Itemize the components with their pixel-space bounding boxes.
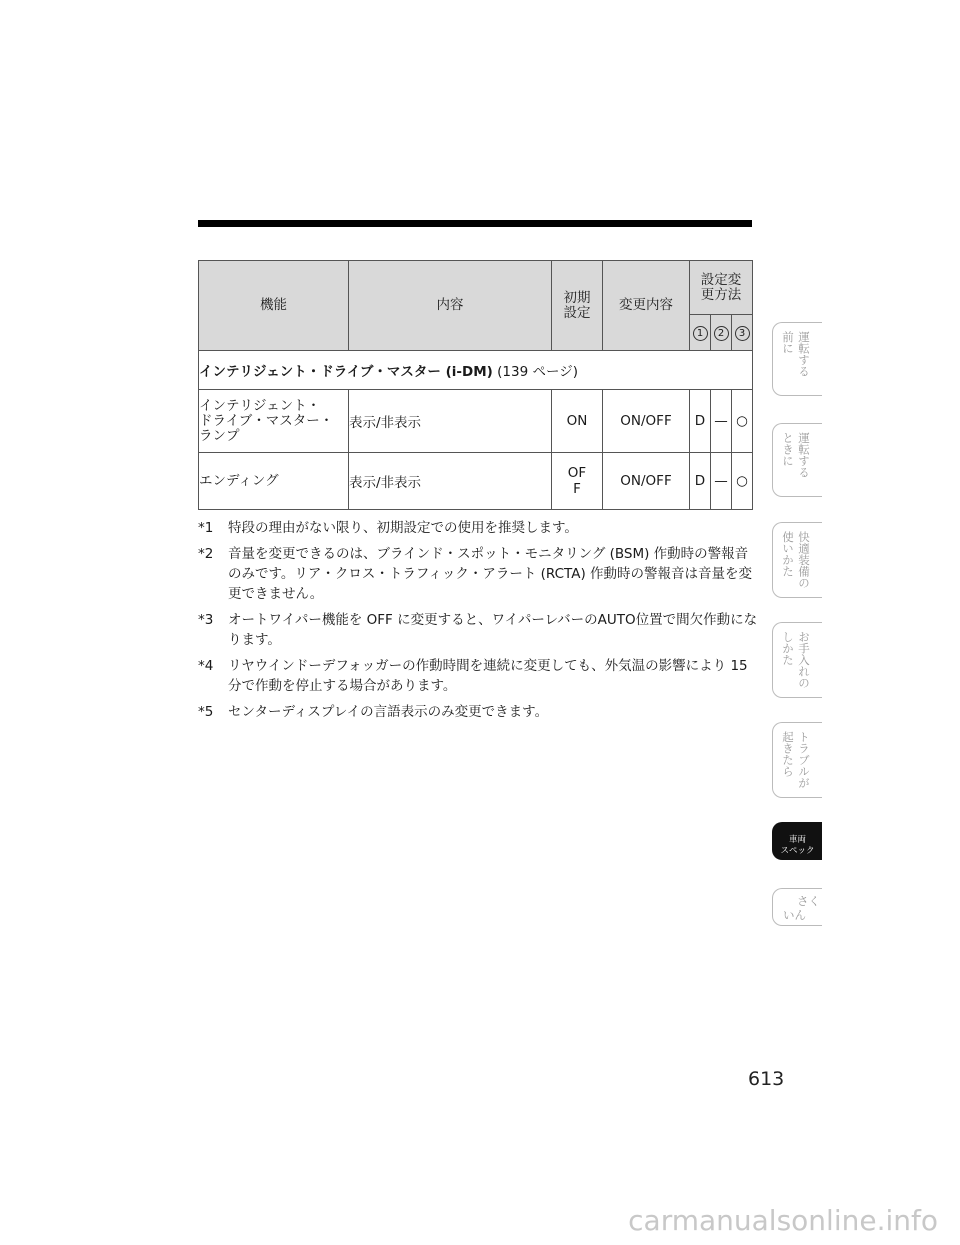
side-tab-label: いん xyxy=(783,908,806,922)
side-tab-label: さく xyxy=(797,894,820,908)
header-content: 内容 xyxy=(349,261,552,351)
footnotes xyxy=(198,518,758,728)
row-method-3: ○ xyxy=(732,390,753,453)
side-tab-vehicle-specs[interactable] xyxy=(772,822,822,860)
table-row xyxy=(199,390,753,453)
table-row xyxy=(199,453,753,510)
footnote xyxy=(198,544,758,604)
row-change: ON/OFF xyxy=(603,453,690,510)
footnote-mark: *5 xyxy=(198,704,214,720)
section-title xyxy=(199,351,753,390)
row-function: インテリジェント・ ドライブ・マスター・ ランプ xyxy=(199,390,349,453)
header-initial: 初期 設定 xyxy=(552,261,603,351)
footnote-mark: *1 xyxy=(198,520,214,536)
side-tab-troubleshooting[interactable] xyxy=(772,722,822,798)
side-tab-label: お手入れの xyxy=(797,631,811,689)
footnote xyxy=(198,656,758,696)
side-tab-while-driving[interactable] xyxy=(772,423,822,497)
side-tab-label: ときに xyxy=(781,432,795,467)
row-content: 表示/非表示 xyxy=(349,453,552,510)
footnote-text: 特段の理由がない限り、初期設定での使用を推奨します。 xyxy=(228,520,578,536)
side-tab-label: 運転する xyxy=(797,331,811,377)
footnote-text: センターディスプレイの言語表示のみ変更できます。 xyxy=(228,704,549,720)
side-tab-label: トラブルが xyxy=(797,731,811,789)
method-col-3: 3 xyxy=(732,315,753,351)
header-method: 設定変 更方法 xyxy=(690,261,753,315)
row-method-1: D xyxy=(690,453,711,510)
side-tab-comfort-features[interactable] xyxy=(772,522,822,598)
side-tab-label: 起きたら xyxy=(781,731,795,777)
header-function: 機能 xyxy=(199,261,349,351)
row-function: エンディング xyxy=(199,453,349,510)
row-method-3: ○ xyxy=(732,453,753,510)
side-tab-label: 前に xyxy=(781,331,795,354)
row-method-2: — xyxy=(711,453,732,510)
footnote-mark: *2 xyxy=(198,546,214,562)
side-tab-index[interactable] xyxy=(772,888,822,926)
footnote-text: 音量を変更できるのは、ブラインド・スポット・モニタリング (BSM) 作動時の警報音のみです。リア・クロス・トラフィック・アラート (RCTA) 作動時の警報音は音量を変更できません。 xyxy=(228,546,753,602)
row-method-2: — xyxy=(711,390,732,453)
footnote-text: リヤウインドーデフォッガーの作動時間を連続に変更しても、外気温の影響により 15 分で作動を停止する場合があります。 xyxy=(228,658,748,694)
side-tab-label: 快適装備の xyxy=(797,531,811,589)
watermark: carmanualsonline.info xyxy=(628,1204,938,1237)
footnote xyxy=(198,610,758,650)
row-method-1: D xyxy=(690,390,711,453)
side-tab-label: 運転する xyxy=(797,432,811,478)
row-change: ON/OFF xyxy=(603,390,690,453)
side-tab-label: しかた xyxy=(781,631,795,666)
method-col-1: 1 xyxy=(690,315,711,351)
page-number: 613 xyxy=(748,1068,785,1090)
section-page-ref: (139 ページ) xyxy=(497,364,578,380)
side-tab-maintenance[interactable] xyxy=(772,622,822,698)
side-tab-before-driving[interactable] xyxy=(772,322,822,396)
row-content: 表示/非表示 xyxy=(349,390,552,453)
footnote xyxy=(198,702,758,722)
spec-table xyxy=(198,260,753,510)
row-initial: OF F xyxy=(552,453,603,510)
side-tab-label: 使いかた xyxy=(781,531,795,577)
side-tab-label: 車両 スペック xyxy=(780,835,815,856)
row-initial: ON xyxy=(552,390,603,453)
top-rule xyxy=(198,220,752,227)
footnote-mark: *4 xyxy=(198,658,214,674)
header-change: 変更内容 xyxy=(603,261,690,351)
method-col-2: 2 xyxy=(711,315,732,351)
footnote-text: オートワイパー機能を OFF に変更すると、ワイパーレバーのAUTO位置で間欠作動になります。 xyxy=(228,612,758,648)
footnote-mark: *3 xyxy=(198,612,214,628)
footnote xyxy=(198,518,758,538)
section-name: インテリジェント・ドライブ・マスター (i-DM) xyxy=(199,364,493,380)
